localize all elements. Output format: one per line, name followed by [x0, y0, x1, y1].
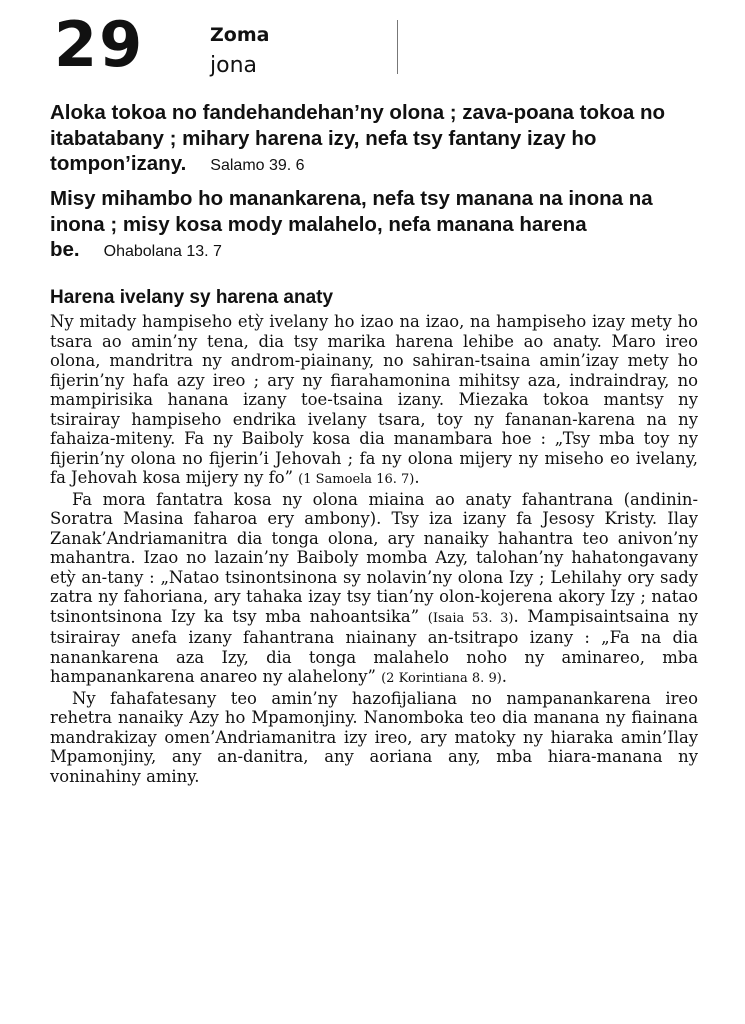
- paragraph-2-text-1: Fa mora fantatra kosa ny olona miaina ao anaty fahantrana (andinin-Soratra Masina faharoa ery ambony). Tsy iza izany fa Jesosy Kristy. Ilay Zanak’Andriamanitra dia tonga olona, ary nanaiky hahantra teo anivon’ny mahantra. Izao no lazain’ny Baiboly momba Azy, talohan’ny hahatongavany etỳ an-tany : „Natao tsinontsinona sy nolavin’ny olona Izy ; Lehilahy ory sady zatra ny fahoriana, ary tahaka izay tsy tian’ny olon-kojerena akory Izy ; natao tsinontsinona Izy ka tsy mba nahoantsika”: [50, 489, 698, 626]
- paragraph-1-end: .: [414, 468, 420, 487]
- paragraph-2-reference-2: (2 Korintiana 8. 9): [381, 671, 502, 686]
- article-body: [50, 312, 698, 786]
- header-divider: [397, 20, 398, 74]
- month-name: jona: [210, 53, 257, 78]
- paragraph-1-text: Ny mitady hampiseho etỳ ivelany ho izao na izao, na hampiseho izay mety ho tsara ao amin’ny tena, dia tsy marika harena lehibe ao anaty. Maro ireo olona, mandritra ny androm-piainany, no sahiran-tsaina amin’izay mety ho fijerin’ny hafa azy ireo ; ary ny fiarahamonina mihitsy aza, indraindray, no mampirisika hanana izany toe-tsaina izany. Miezaka tokoa mantsy ny tsirairay hampiseho endrika ivelany tsara, toy ny fananan-karena na ny fahaiza-miteny. Fa ny Baiboly kosa dia manambara hoe : „Tsy mba toy ny fijerin’ny olona no fijerin’i Jehovah ; fa ny olona mijery ny miseho eo ivelany, fa Jehovah kosa mijery ny fo”: [50, 312, 698, 487]
- page-header: [54, 8, 694, 92]
- verse-2-text: Misy mihambo ho manankarena, nefa tsy manana na inona na inona ; misy kosa mody malahelo, nefa manana harena be.: [50, 187, 653, 261]
- paragraph-3: Ny fahafatesany teo amin’ny hazofijaliana no nampanankarena ireo rehetra nanaiky Azy ho Mpamonjiny. Nanomboka teo dia manana ny fiainana mandrakizay omen’Andriamanitra izy ireo, ary matoky ny hiaraka amin’Ilay Mpamonjiny, any an-danitra, any aoriana any, mba hiara-manana ny voninahiny aminy.: [50, 688, 698, 786]
- verse-2: [50, 186, 700, 265]
- day-name: Zoma: [210, 24, 270, 46]
- paragraph-2-text-2: . Mampisaintsaina ny tsirairay anefa izany fahantrana niainany an-tsitrapo izany : „Fa na dia nanankarena aza Izy, dia tonga malahelo noho ny aminareo, mba hampanankarena anareo ny alahelony”: [50, 606, 698, 686]
- article-heading: Harena ivelany sy harena anaty: [50, 287, 334, 308]
- paragraph-1: [50, 312, 698, 490]
- paragraph-2: [50, 490, 698, 689]
- verse-2-reference: Ohabolana 13. 7: [103, 243, 222, 260]
- paragraph-1-reference: (1 Samoela 16. 7): [298, 472, 415, 487]
- paragraph-2-end: .: [501, 667, 508, 686]
- paragraph-2-reference-1: (Isaia 53. 3): [427, 610, 514, 626]
- day-number: 29: [54, 8, 145, 81]
- verse-1-reference: Salamo 39. 6: [210, 157, 305, 174]
- verse-1-text: Aloka tokoa no fandehandehan’ny olona ; zava-poana tokoa no itabatabany ; mihary harena izy, nefa tsy fantany izay ho tompon’izany.: [50, 101, 666, 175]
- verse-1: [50, 100, 700, 179]
